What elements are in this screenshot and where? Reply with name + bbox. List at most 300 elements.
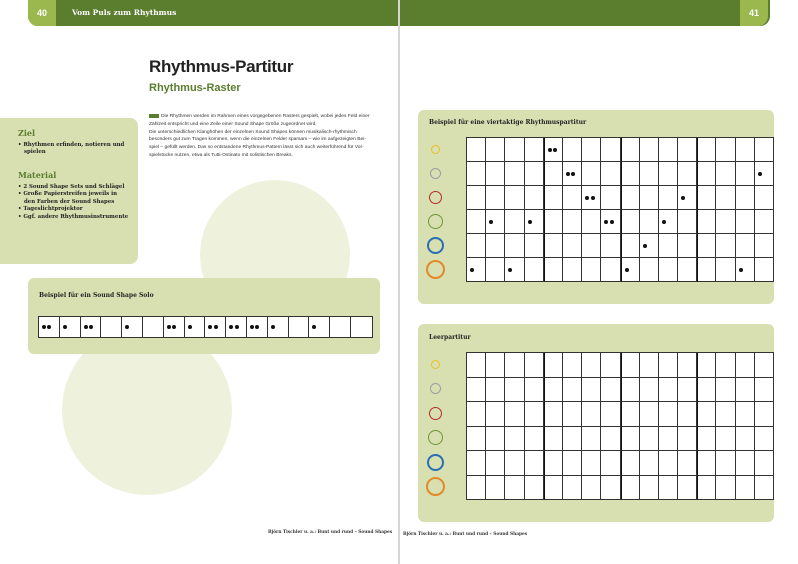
- score-cell: [601, 210, 620, 234]
- score-cell: [736, 210, 755, 234]
- score-cell: [563, 258, 582, 282]
- score-cell: [525, 162, 544, 186]
- score-cell: [601, 162, 620, 186]
- score-cell: [505, 451, 524, 476]
- score-cell: [755, 427, 774, 452]
- score-cell: [601, 378, 620, 403]
- score-cell: [621, 258, 640, 282]
- score-cell: [716, 210, 735, 234]
- score-cell: [582, 210, 601, 234]
- goal-list: [18, 142, 130, 157]
- beat-dot: [167, 325, 171, 329]
- score-cell: [716, 402, 735, 427]
- score-cell: [697, 162, 716, 186]
- beat-dots: [229, 325, 238, 329]
- beat-dot: [610, 220, 614, 224]
- score-cell: [467, 186, 486, 210]
- beat-dots: [662, 220, 666, 224]
- score-cell: [736, 451, 755, 476]
- beat-dots: [42, 325, 51, 329]
- beat-dots: [63, 325, 67, 329]
- score-cell: [755, 378, 774, 403]
- score-cell: [659, 378, 678, 403]
- score-cell: [544, 353, 563, 378]
- beat-dot: [42, 325, 46, 329]
- solo-cell: [143, 317, 164, 337]
- score-cell: [659, 210, 678, 234]
- score-cell: [563, 402, 582, 427]
- score-cell: [525, 234, 544, 258]
- beat-dot: [528, 220, 532, 224]
- score-cell: [640, 234, 659, 258]
- score-cell: [544, 186, 563, 210]
- score-cell: [525, 210, 544, 234]
- score-cell: [505, 258, 524, 282]
- score-cell: [486, 427, 505, 452]
- score-cell: [467, 138, 486, 162]
- score-cell: [678, 427, 697, 452]
- beat-dots: [508, 268, 512, 272]
- beat-dots: [470, 268, 474, 272]
- sound-shape-circle: [431, 360, 440, 369]
- solo-cell: [60, 317, 81, 337]
- score-cell: [582, 353, 601, 378]
- sound-shape-circle: [426, 477, 445, 496]
- score-cell: [659, 353, 678, 378]
- score-cell: [755, 258, 774, 282]
- score-cell: [601, 402, 620, 427]
- material-item: • Tageslichtprojektor: [18, 206, 83, 213]
- sidebar-box: [0, 118, 138, 264]
- beat-dots: [548, 148, 557, 152]
- score-cell: [755, 476, 774, 501]
- score-cell: [659, 258, 678, 282]
- score-cell: [467, 427, 486, 452]
- sound-shape-circle: [426, 260, 445, 279]
- score-cell: [716, 476, 735, 501]
- score-cell: [544, 234, 563, 258]
- score-cell: [563, 210, 582, 234]
- beat-dot: [625, 268, 629, 272]
- score-cell: [486, 234, 505, 258]
- right-page: [400, 0, 798, 564]
- beat-dots: [566, 172, 575, 176]
- score-cell: [716, 186, 735, 210]
- score-cell: [467, 210, 486, 234]
- sound-shape-circle: [431, 145, 440, 154]
- score-cell: [544, 427, 563, 452]
- beat-dots: [604, 220, 613, 224]
- score-cell: [621, 234, 640, 258]
- score-cell: [640, 186, 659, 210]
- score-cell: [697, 210, 716, 234]
- score-cell: [486, 162, 505, 186]
- score-cell: [621, 186, 640, 210]
- score-cell: [697, 258, 716, 282]
- score-cell: [544, 258, 563, 282]
- solo-cell: [247, 317, 268, 337]
- score-cell: [697, 234, 716, 258]
- score-cell: [582, 138, 601, 162]
- score-cell: [697, 138, 716, 162]
- material-item: • 2 Sound Shape Sets und Schlägel: [18, 184, 125, 190]
- score-cell: [505, 402, 524, 427]
- score-cell: [582, 234, 601, 258]
- score-cell: [678, 186, 697, 210]
- score-cell: [659, 427, 678, 452]
- beat-dot: [235, 325, 239, 329]
- score-cell: [659, 476, 678, 501]
- score-cell: [525, 378, 544, 403]
- solo-cell: [101, 317, 122, 337]
- score-cell: [640, 210, 659, 234]
- solo-cell: [268, 317, 289, 337]
- score-cell: [640, 353, 659, 378]
- score-cell: [736, 476, 755, 501]
- intro-text: [149, 113, 385, 160]
- score-cell: [505, 210, 524, 234]
- score-cell: [544, 451, 563, 476]
- sound-shape-circle: [427, 237, 444, 254]
- score-cell: [544, 162, 563, 186]
- beat-dot: [591, 196, 595, 200]
- left-page: [0, 0, 398, 564]
- score-cell: [621, 378, 640, 403]
- score-cell: [486, 186, 505, 210]
- material-item: • Große Papierstreifen jeweils in den Farben der Sound Shapes: [18, 191, 118, 205]
- score-cell: [563, 476, 582, 501]
- material-item: • Ggf. andere Rhythmusinstrumente: [18, 213, 129, 220]
- solo-example-title: Beispiel für ein Sound Shape Solo: [39, 292, 154, 299]
- score-cell: [736, 138, 755, 162]
- score-cell: [755, 451, 774, 476]
- beat-dot: [739, 268, 743, 272]
- solo-cell: [351, 317, 372, 337]
- score-cell: [525, 186, 544, 210]
- beat-dot: [47, 325, 51, 329]
- score-cell: [505, 138, 524, 162]
- score-cell: [640, 427, 659, 452]
- score-cell: [525, 451, 544, 476]
- beat-dot: [214, 325, 218, 329]
- score-cell: [601, 138, 620, 162]
- beat-dot: [172, 325, 176, 329]
- score-cell: [467, 258, 486, 282]
- score-cell: [755, 402, 774, 427]
- score-grid: [466, 352, 774, 500]
- score-cell: [697, 353, 716, 378]
- beat-dots: [250, 325, 259, 329]
- score-cell: [659, 162, 678, 186]
- score-cell: [563, 353, 582, 378]
- score-cell: [486, 138, 505, 162]
- score-cell: [525, 258, 544, 282]
- score-cell: [755, 353, 774, 378]
- score-example-title: Beispiel für eine viertaktige Rhythmuspartitur: [429, 119, 587, 126]
- beat-dot: [312, 325, 316, 329]
- score-cell: [621, 402, 640, 427]
- beat-dots: [739, 268, 743, 272]
- score-cell: [525, 138, 544, 162]
- score-cell: [640, 402, 659, 427]
- solo-cell: [205, 317, 226, 337]
- sound-shape-circle: [429, 407, 442, 420]
- beat-dot: [662, 220, 666, 224]
- beat-dot: [188, 325, 192, 329]
- score-cell: [716, 451, 735, 476]
- score-cell: [621, 476, 640, 501]
- solo-cell: [122, 317, 143, 337]
- score-cell: [505, 234, 524, 258]
- score-cell: [640, 451, 659, 476]
- score-cell: [601, 234, 620, 258]
- score-cell: [601, 427, 620, 452]
- score-cell: [582, 476, 601, 501]
- beat-dots: [528, 220, 532, 224]
- score-cell: [755, 162, 774, 186]
- score-cell: [505, 162, 524, 186]
- score-cell: [467, 402, 486, 427]
- sound-shape-circle: [428, 214, 443, 229]
- beat-dot: [125, 325, 129, 329]
- score-cell: [544, 476, 563, 501]
- score-cell: [640, 258, 659, 282]
- beat-dots: [643, 244, 647, 248]
- score-cell: [755, 138, 774, 162]
- score-cell: [582, 258, 601, 282]
- beat-dot: [604, 220, 608, 224]
- score-cell: [467, 353, 486, 378]
- score-cell: [582, 427, 601, 452]
- beat-dots: [271, 325, 275, 329]
- score-cell: [601, 476, 620, 501]
- empty-score-title: Leerpartitur: [429, 334, 471, 341]
- score-cell: [467, 162, 486, 186]
- score-cell: [697, 476, 716, 501]
- solo-cell: [309, 317, 330, 337]
- score-cell: [525, 476, 544, 501]
- beat-dot: [681, 196, 685, 200]
- score-cell: [563, 186, 582, 210]
- beat-dot: [566, 172, 570, 176]
- beat-dot: [229, 325, 233, 329]
- score-cell: [621, 162, 640, 186]
- score-cell: [505, 353, 524, 378]
- intro-line: spielstücke nutzen, etwa als Tutti-Ostinato mit solistischen Breaks.: [149, 152, 293, 158]
- score-cell: [736, 402, 755, 427]
- score-cell: [505, 378, 524, 403]
- page-number: 41: [740, 0, 768, 26]
- score-cell: [525, 353, 544, 378]
- intro-line: besonders gut zum Tragen kommen, wenn die einzelnen Felder sparsam – wie im aufgezeigten Bei-: [149, 137, 366, 143]
- score-cell: [563, 427, 582, 452]
- score-cell: [755, 210, 774, 234]
- score-cell: [621, 138, 640, 162]
- score-cell: [716, 353, 735, 378]
- score-cell: [755, 186, 774, 210]
- score-cell: [697, 451, 716, 476]
- score-cell: [678, 210, 697, 234]
- score-cell: [563, 451, 582, 476]
- score-cell: [755, 234, 774, 258]
- beat-dot: [250, 325, 254, 329]
- score-cell: [601, 258, 620, 282]
- beat-dot: [643, 244, 647, 248]
- score-cell: [736, 427, 755, 452]
- score-cell: [467, 476, 486, 501]
- score-cell: [716, 378, 735, 403]
- score-cell: [467, 451, 486, 476]
- solo-cell: [164, 317, 185, 337]
- score-cell: [582, 162, 601, 186]
- score-cell: [678, 476, 697, 501]
- beat-dot: [571, 172, 575, 176]
- sound-shape-circle: [430, 168, 441, 179]
- score-cell: [678, 451, 697, 476]
- intro-line: Die Rhythmen werden im Rahmen eines vorgegebenen Rasters gespielt, wobei jedes Feld einer: [161, 114, 370, 119]
- beat-dot: [553, 148, 557, 152]
- solo-cell: [39, 317, 60, 337]
- score-cell: [486, 353, 505, 378]
- running-title: Vom Puls zum Rhythmus: [72, 8, 177, 17]
- score-cell: [716, 258, 735, 282]
- beat-dots: [125, 325, 129, 329]
- score-cell: [736, 186, 755, 210]
- beat-dot: [255, 325, 259, 329]
- footer-credit: Björn Tischler u. a.: Bunt und rund – Sound Shapes: [268, 530, 393, 535]
- beat-dot: [63, 325, 67, 329]
- goal-item: • Rhythmen erfinden, notieren und spielen: [18, 142, 125, 156]
- section-marker: [149, 114, 159, 118]
- beat-dot: [585, 196, 589, 200]
- sound-shape-circle: [430, 383, 441, 394]
- score-cell: [678, 353, 697, 378]
- beat-dots: [188, 325, 192, 329]
- score-cell: [697, 402, 716, 427]
- score-cell: [601, 186, 620, 210]
- solo-example-panel: [28, 278, 380, 354]
- score-cell: [467, 378, 486, 403]
- beat-dots: [84, 325, 93, 329]
- score-cell: [659, 451, 678, 476]
- score-cell: [505, 427, 524, 452]
- score-cell: [716, 234, 735, 258]
- score-cell: [544, 402, 563, 427]
- score-cell: [486, 258, 505, 282]
- beat-dots: [167, 325, 176, 329]
- score-cell: [621, 353, 640, 378]
- score-cell: [486, 476, 505, 501]
- score-cell: [563, 234, 582, 258]
- beat-dot: [470, 268, 474, 272]
- score-cell: [582, 402, 601, 427]
- beat-dots: [312, 325, 316, 329]
- beat-dot: [508, 268, 512, 272]
- score-cell: [640, 162, 659, 186]
- header-bar: [400, 0, 770, 26]
- score-cell: [736, 258, 755, 282]
- score-cell: [544, 138, 563, 162]
- score-cell: [736, 162, 755, 186]
- solo-cell: [226, 317, 247, 337]
- score-cell: [697, 186, 716, 210]
- score-cell: [678, 258, 697, 282]
- material-list: [18, 184, 130, 221]
- score-cell: [736, 378, 755, 403]
- score-grid: [466, 137, 774, 282]
- score-cell: [736, 353, 755, 378]
- score-cell: [601, 353, 620, 378]
- score-cell: [582, 186, 601, 210]
- score-cell: [621, 451, 640, 476]
- page-title: Rhythmus-Partitur: [149, 57, 294, 76]
- score-cell: [640, 378, 659, 403]
- beat-dot: [548, 148, 552, 152]
- score-cell: [716, 138, 735, 162]
- score-cell: [563, 138, 582, 162]
- beat-dots: [681, 196, 685, 200]
- solo-cell: [185, 317, 206, 337]
- beat-dots: [489, 220, 493, 224]
- beat-dots: [758, 172, 762, 176]
- solo-cell: [330, 317, 351, 337]
- footer-credit: Björn Tischler u. a.: Bunt und rund – Sound Shapes: [403, 532, 528, 537]
- score-cell: [640, 138, 659, 162]
- score-cell: [505, 186, 524, 210]
- score-cell: [601, 451, 620, 476]
- score-cell: [582, 451, 601, 476]
- beat-dot: [208, 325, 212, 329]
- sound-shape-circle: [429, 191, 442, 204]
- sound-shape-circle: [427, 454, 444, 471]
- intro-line: Zählzeit entspricht und eine Zeile einer Sound Shape Größe zugeordnet wird.: [149, 121, 317, 127]
- solo-cell: [81, 317, 102, 337]
- score-cell: [659, 402, 678, 427]
- solo-cell: [289, 317, 310, 337]
- score-cell: [697, 427, 716, 452]
- beat-dot: [489, 220, 493, 224]
- sound-shape-circle: [428, 430, 443, 445]
- beat-dot: [84, 325, 88, 329]
- intro-line: Die unterschiedlichen Klanghöhen der einzelnen Sound Shapes können musikalisch-rhythmisch: [149, 129, 357, 135]
- score-cell: [582, 378, 601, 403]
- page-number: 40: [28, 0, 56, 26]
- score-cell: [525, 427, 544, 452]
- score-cell: [486, 210, 505, 234]
- beat-dot: [271, 325, 275, 329]
- score-cell: [659, 186, 678, 210]
- score-cell: [659, 138, 678, 162]
- score-cell: [697, 378, 716, 403]
- score-cell: [716, 162, 735, 186]
- score-cell: [563, 162, 582, 186]
- score-cell: [678, 402, 697, 427]
- material-heading: Material: [18, 170, 57, 180]
- score-cell: [621, 427, 640, 452]
- score-cell: [678, 138, 697, 162]
- goal-heading: Ziel: [18, 128, 36, 138]
- score-cell: [621, 210, 640, 234]
- beat-dots: [625, 268, 629, 272]
- score-cell: [640, 476, 659, 501]
- beat-dots: [208, 325, 217, 329]
- score-cell: [505, 476, 524, 501]
- score-cell: [486, 378, 505, 403]
- beat-dots: [585, 196, 594, 200]
- score-cell: [716, 427, 735, 452]
- solo-strip: [38, 316, 373, 338]
- empty-score-panel: [418, 324, 774, 522]
